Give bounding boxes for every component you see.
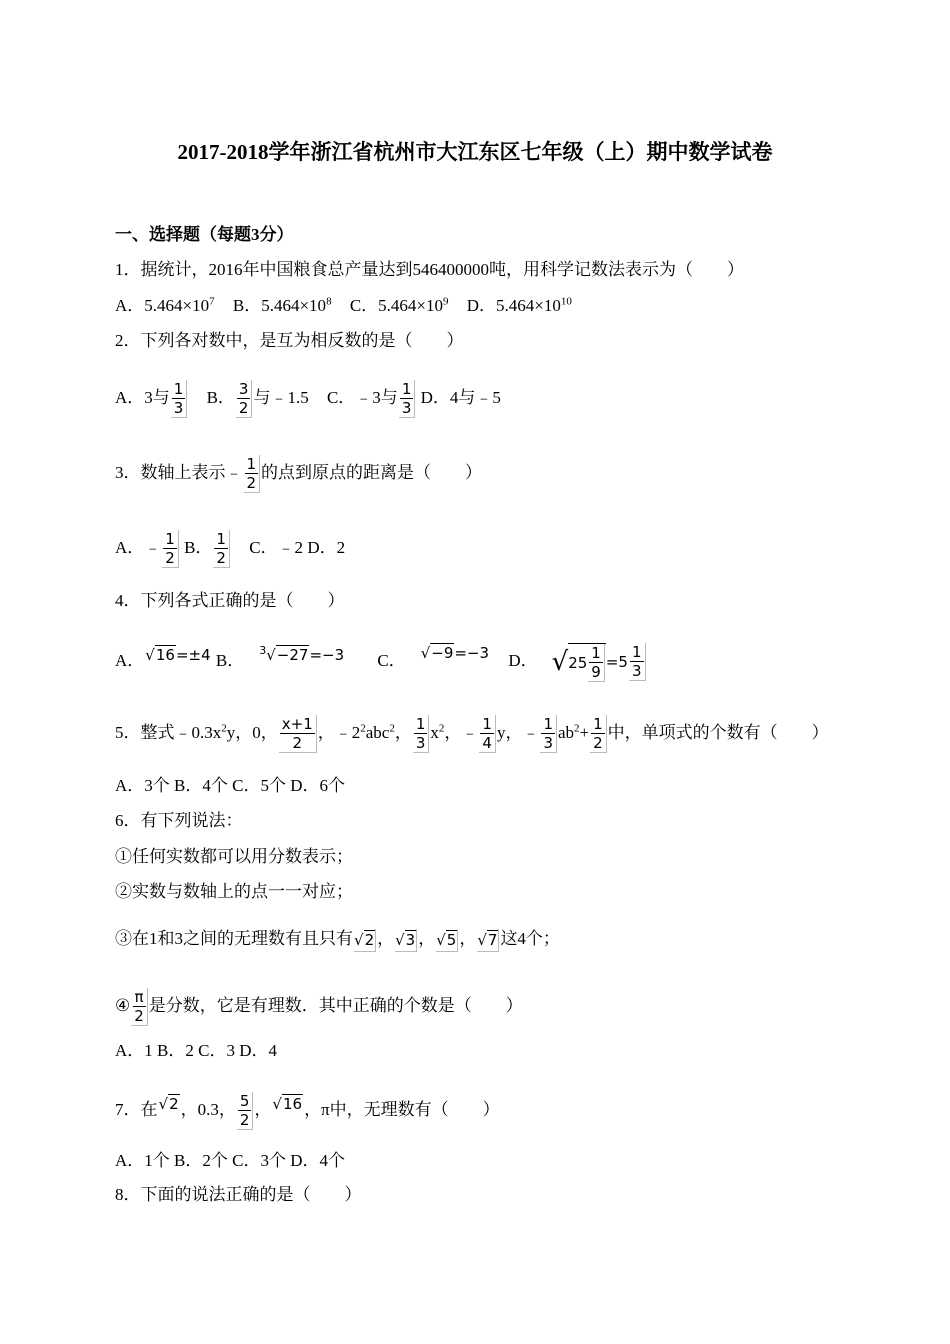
option-b: B．$5.464\times 10^8$ <box>232 295 332 315</box>
sqrt-expression: √−9=−3 <box>420 644 490 662</box>
statement-2: ②实数与数轴上的点一一对应； <box>115 882 353 901</box>
option-d: D． <box>508 651 538 670</box>
section-heading: 一、选择题（每题3分） <box>115 225 294 244</box>
question-1-stem: 1．据统计，2016年中国粮食总产量达到546400000吨，用科学记数法表示为（ ） <box>115 260 744 279</box>
option-c: C． <box>377 651 406 670</box>
question-8-stem: 8．下面的说法正确的是（ ） <box>115 1185 362 1204</box>
sqrt-expression: √16=±4 <box>145 646 211 664</box>
fraction: $\frac{1}{3}$ <box>399 380 416 418</box>
question-7-stem: 7．在√2 ，0.3， $\frac{5}{2}$ ，√16 ，π中，无理数有（ ） <box>115 1092 500 1129</box>
option-d: D．4与﹣5 <box>420 387 501 407</box>
fraction: $\frac{1}{2}$ <box>590 715 607 753</box>
question-6-stem: 6．有下列说法： <box>115 811 243 830</box>
sqrt-2: √2 <box>158 1094 179 1113</box>
question-2-options <box>115 380 501 418</box>
sqrt-16: √16 <box>272 1094 303 1113</box>
fraction: $\frac{1}{3}$ <box>540 715 557 753</box>
option-b: B． <box>206 387 235 407</box>
question-1-options <box>115 295 572 317</box>
option-c: C．﹣3与 <box>326 387 398 407</box>
fraction: $\frac{1}{4}$ <box>479 715 496 753</box>
question-7-options: A．1个 B．2个 C．3个 D．4个 <box>115 1151 345 1170</box>
question-6-options: A．1 B．2 C．3 D．4 <box>115 1041 277 1060</box>
option-a: A．$5.464\times 10^7$ <box>115 295 215 315</box>
question-4-stem: 4．下列各式正确的是（ ） <box>115 591 345 610</box>
statement-4: ④ $\frac{\pi}{2}$ 是分数，它是有理数．其中正确的个数是（ ） <box>115 988 523 1025</box>
sqrt-7: √7 <box>477 929 499 952</box>
option-c: C．﹣2 <box>249 537 304 557</box>
option-a: A． <box>115 651 145 670</box>
fraction: $\frac{1}{2}$ <box>213 530 230 568</box>
question-5-options: A．3个 B．4个 C．5个 D．6个 <box>115 776 345 795</box>
option-d: D．2 <box>307 537 346 557</box>
question-3-stem: 3．数轴上表示﹣ $\frac{1}{2}$ 的点到原点的距离是（ ） <box>115 455 483 492</box>
option-b: B． <box>184 537 213 557</box>
cube-root-expression: $^3$√−27=−3 <box>259 644 345 664</box>
fraction: $\frac{1}{2}$ <box>162 530 179 568</box>
statement-3: ③在1和3之间的无理数有且只有√2 ，√3 ，√5 ，√7 这4个； <box>115 928 560 952</box>
fraction: $\frac{1}{2}$ <box>244 455 261 493</box>
page-title: 2017-2018学年浙江省杭州市大江东区七年级（上）期中数学试卷 <box>177 140 773 164</box>
fraction: $\frac{5}{2}$ <box>237 1092 254 1130</box>
option-c: C．$5.464\times 10^9$ <box>349 295 449 315</box>
option-d: D．$5.464\times 10^{10}$ <box>466 295 572 315</box>
option-a: A．﹣ <box>115 537 162 557</box>
fraction: $\frac{\pi}{2}$ <box>131 988 148 1026</box>
option-b-text: 与﹣1.5 <box>253 387 309 407</box>
question-3-options <box>115 530 345 568</box>
fraction: $\frac{x+1}{2}$ <box>279 715 317 753</box>
option-b: B． <box>215 651 245 670</box>
question-2-stem: 2．下列各对数中，是互为相反数的是（ ） <box>115 331 464 350</box>
fraction: $\frac{1}{3}$ <box>171 380 188 418</box>
sqrt-2: √2 <box>354 929 376 952</box>
sqrt-mixed-number-expression: √ 25 $\frac{1}{9}$ =5 $\frac{1}{3}$ <box>552 643 647 682</box>
question-5-stem: 5．整式$﹣0.3x^2y$，0， $\frac{x+1}{2}$ ，$﹣2^2abc^2$， $\frac{1}{3}$ $x^2$，﹣ $\frac{1}{4}$ y，﹣ $\frac{1}{3}$ $ab^2+$ $\frac{1}{2}$ 中，单项式的个数有（ ） <box>115 715 829 752</box>
fraction: $\frac{3}{2}$ <box>236 380 253 418</box>
sqrt-5: √5 <box>436 929 458 952</box>
option-a: A．3与 <box>115 387 170 407</box>
question-4-options <box>115 642 647 682</box>
sqrt-3: √3 <box>395 929 417 952</box>
fraction: $\frac{1}{3}$ <box>413 715 430 753</box>
statement-1: ①任何实数都可以用分数表示； <box>115 847 353 866</box>
